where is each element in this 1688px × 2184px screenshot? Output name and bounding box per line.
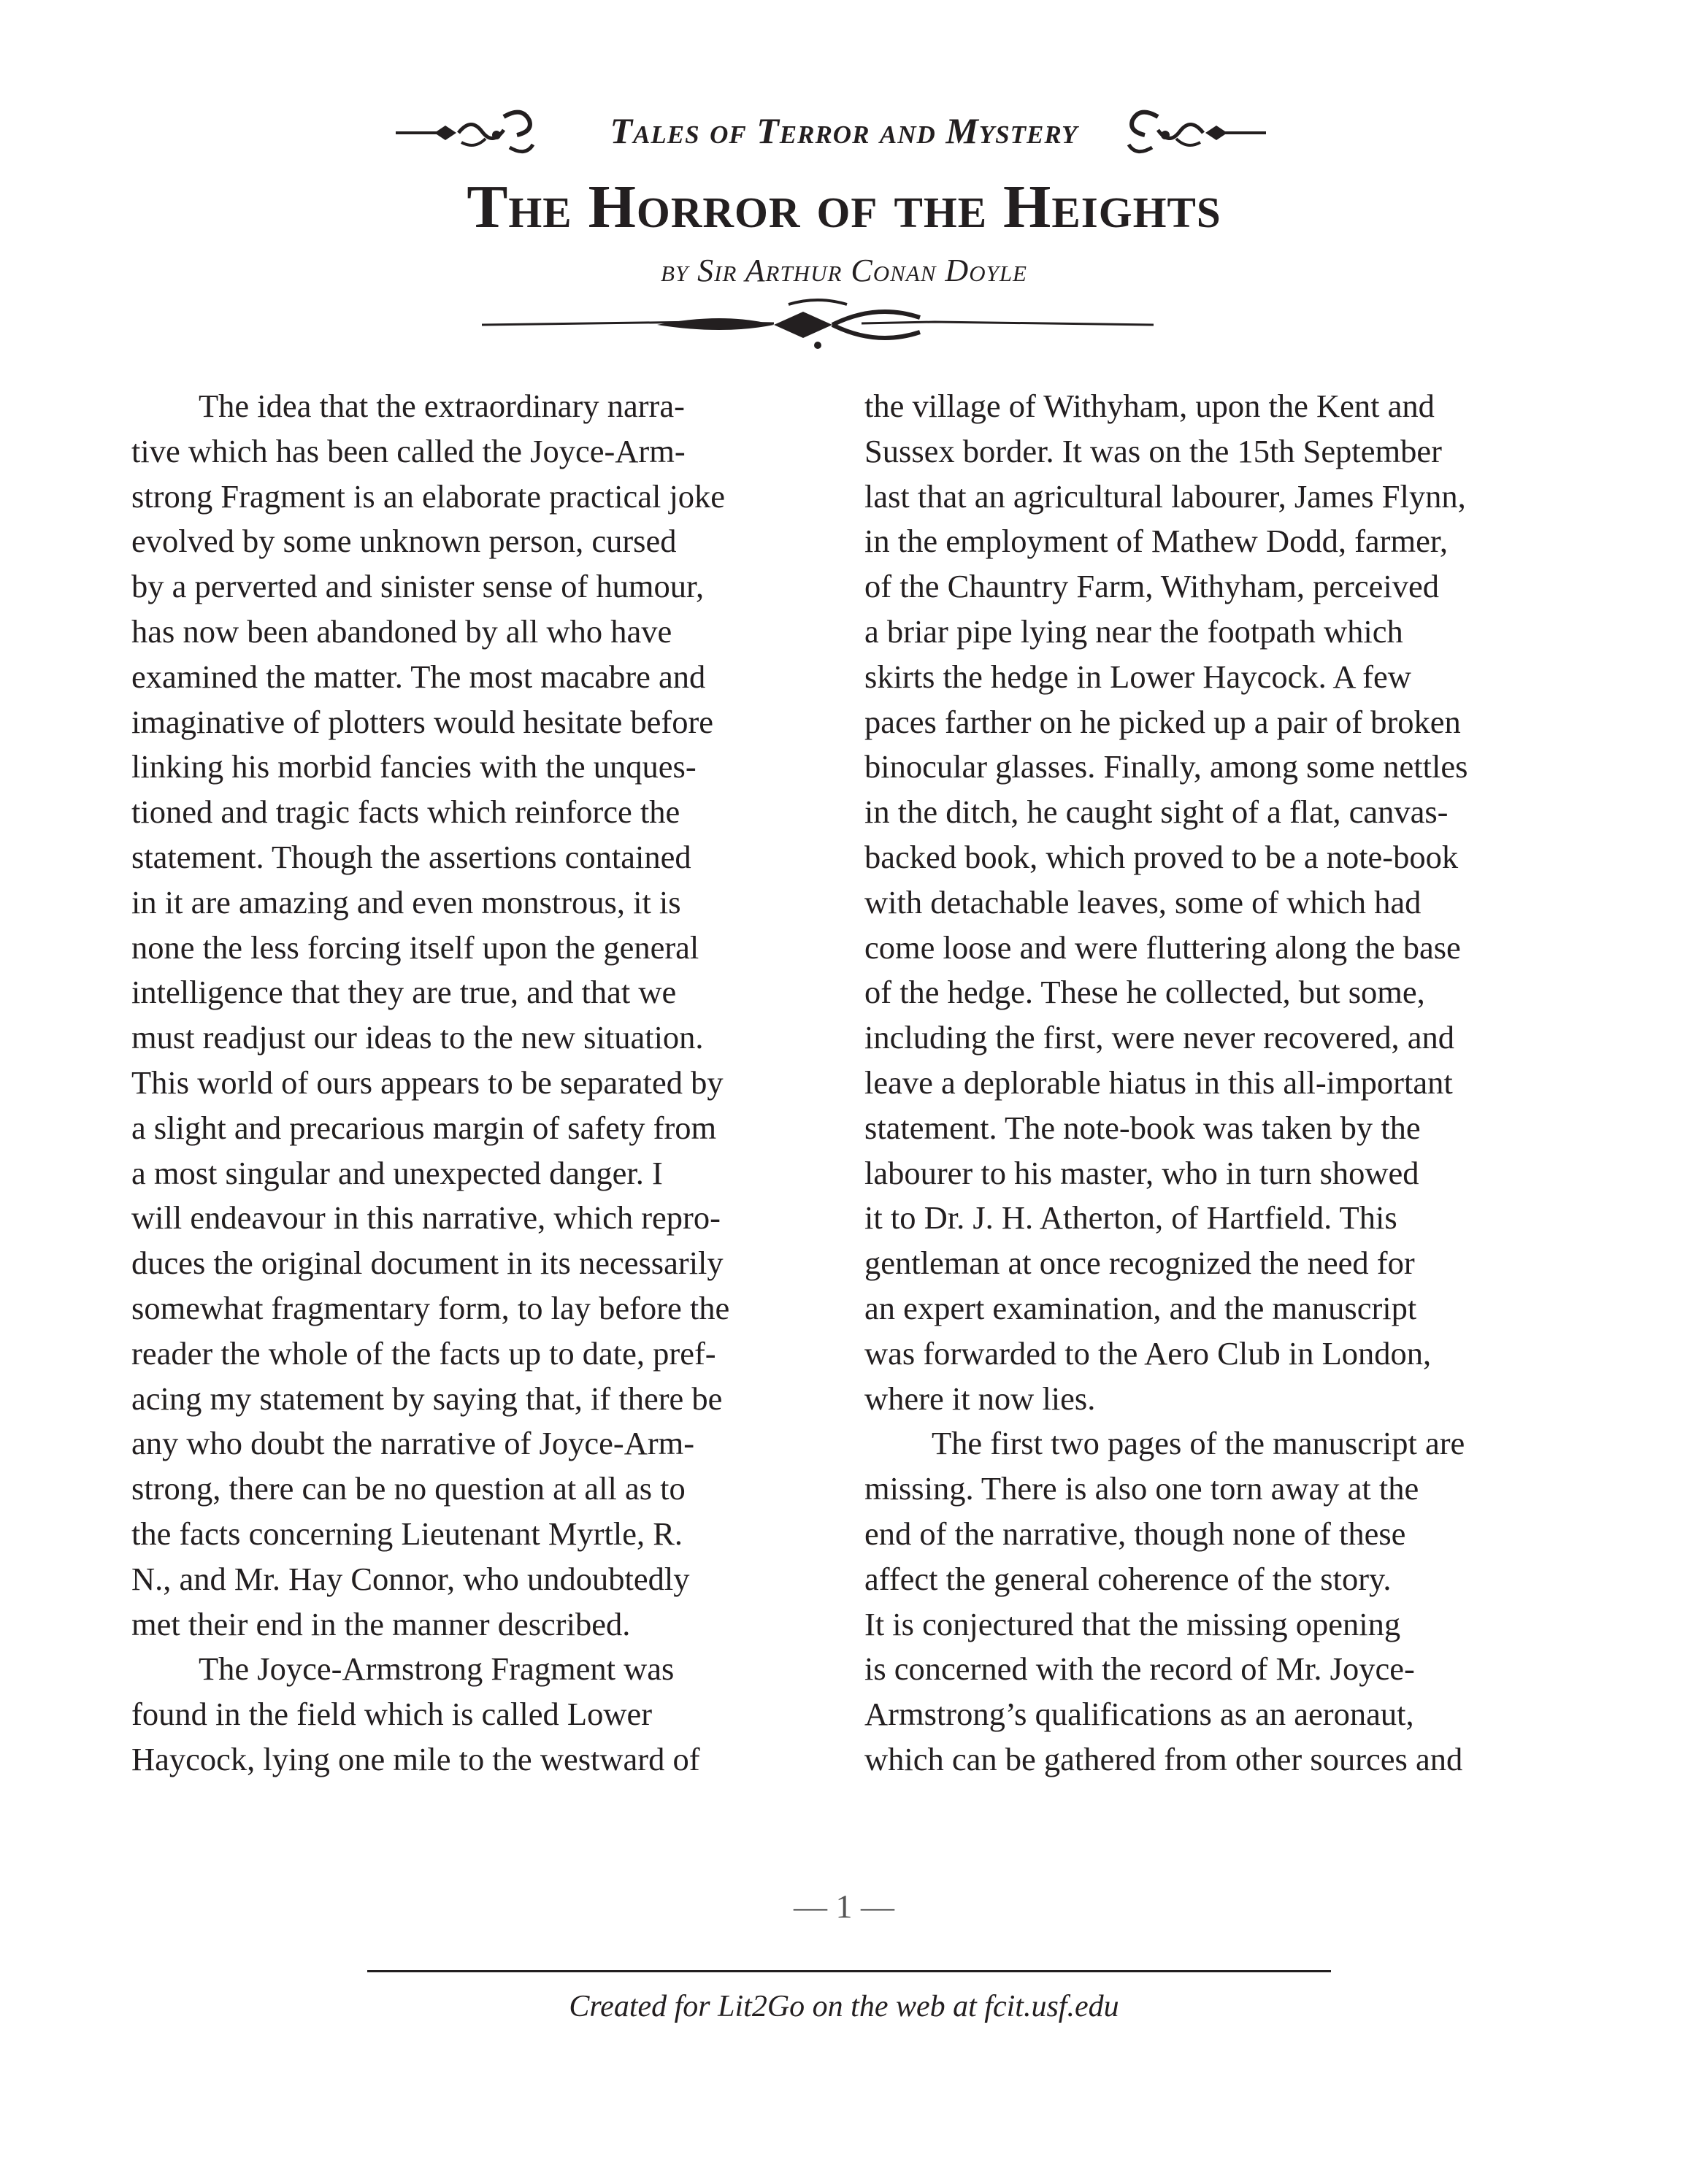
text-line: imaginative of plotters would hesitate before	[131, 703, 714, 740]
text-line: tioned and tragic facts which reinforce the	[131, 793, 680, 831]
footer-credit: Created for Lit2Go on the web at fcit.usf.edu	[569, 1990, 1119, 2023]
text-line: This world of ours appears to be separated by	[131, 1064, 724, 1101]
page-header	[0, 102, 1688, 288]
text-line: end of the narrative, though none of these	[864, 1515, 1406, 1552]
text-line: found in the field which is called Lower	[131, 1696, 653, 1733]
text-line: any who doubt the narrative of Joyce-Arm-	[131, 1425, 695, 1462]
text-line: The idea that the extraordinary narra-	[199, 388, 685, 424]
text-line: binocular glasses. Finally, among some nettles	[864, 748, 1468, 785]
text-line: The first two pages of the manuscript are	[932, 1425, 1465, 1462]
text-line: an expert examination, and the manuscript	[864, 1289, 1417, 1326]
text-line: reader the whole of the facts up to date, pref-	[131, 1334, 716, 1372]
text-line: evolved by some unknown person, cursed	[131, 523, 677, 560]
text-line: acing my statement by saying that, if there be	[131, 1380, 723, 1417]
text-line: it to Dr. J. H. Atherton, of Hartfield. This	[864, 1199, 1397, 1237]
text-line: in it are amazing and even monstrous, it is	[131, 883, 681, 920]
text-line: labourer to his master, who in turn showed	[864, 1154, 1419, 1191]
text-line: statement. The note-book was taken by the	[864, 1109, 1421, 1146]
text-line: the facts concerning Lieutenant Myrtle, R.	[131, 1515, 683, 1552]
text-line: where it now lies.	[864, 1380, 1096, 1417]
text-line: has now been abandoned by all who have	[131, 612, 672, 650]
series-title: Tales of Terror and Mystery	[610, 110, 1078, 151]
text-line: tive which has been called the Joyce-Arm-	[131, 432, 686, 469]
text-line: which can be gathered from other sources and	[864, 1740, 1463, 1777]
text-line: backed book, which proved to be a note-book	[864, 838, 1459, 875]
text-line: the village of Withyham, upon the Kent and	[864, 388, 1435, 424]
text-line: Haycock, lying one mile to the westward of	[131, 1740, 700, 1777]
text-line: with detachable leaves, some of which had	[864, 883, 1422, 920]
right-flourish-ornament-icon	[1121, 102, 1267, 161]
text-line: affect the general coherence of the story.	[864, 1560, 1392, 1597]
text-line: was forwarded to the Aero Club in London,	[864, 1334, 1432, 1372]
text-line: is concerned with the record of Mr. Joyce-	[864, 1650, 1415, 1688]
series-row	[0, 102, 1688, 161]
text-line: gentleman at once recognized the need for	[864, 1245, 1415, 1282]
text-line: examined the matter. The most macabre and	[131, 658, 706, 695]
page-number: — 1 —	[794, 1888, 894, 1925]
footer-divider	[367, 1970, 1331, 1972]
text-line: met their end in the manner described.	[131, 1605, 631, 1642]
text-line: in the ditch, he caught sight of a flat, canvas-	[864, 793, 1449, 831]
text-line: strong Fragment is an elaborate practical joke	[131, 477, 726, 515]
text-line: somewhat fragmentary form, to lay before the	[131, 1289, 730, 1326]
text-line: none the less forcing itself upon the general	[131, 928, 699, 966]
author-byline: by Sir Arthur Conan Doyle	[660, 253, 1027, 288]
text-line: will endeavour in this narrative, which repro-	[131, 1199, 721, 1237]
text-line: statement. Though the assertions contained	[131, 838, 691, 875]
text-line: Sussex border. It was on the 15th September	[864, 432, 1442, 469]
text-line: a briar pipe lying near the footpath which	[864, 612, 1403, 650]
text-line: including the first, were never recovered, and	[864, 1019, 1455, 1056]
text-line: by a perverted and sinister sense of humour,	[131, 568, 705, 605]
text-line: missing. There is also one torn away at the	[864, 1470, 1419, 1507]
text-line: a most singular and unexpected danger. I	[131, 1154, 663, 1191]
text-line: intelligence that they are true, and that we	[131, 974, 677, 1011]
text-line: duces the original document in its necessarily	[131, 1245, 724, 1282]
text-line: Armstrong’s qualifications as an aeronaut,	[864, 1696, 1414, 1733]
text-line: last that an agricultural labourer, James Flynn,	[864, 477, 1466, 515]
text-line: linking his morbid fancies with the unques-	[131, 748, 697, 785]
story-title: The Horror of the Heights	[467, 173, 1221, 241]
text-line: strong, there can be no question at all as to	[131, 1470, 686, 1507]
text-line: of the Chauntry Farm, Withyham, perceived	[864, 568, 1440, 605]
text-line: must readjust our ideas to the new situation.	[131, 1019, 704, 1056]
text-line: skirts the hedge in Lower Haycock. A few	[864, 658, 1411, 695]
text-line: of the hedge. These he collected, but some,	[864, 974, 1425, 1011]
right-text-column	[864, 384, 1551, 1783]
text-line: come loose and were fluttering along the base	[864, 928, 1461, 966]
left-text-column	[131, 384, 810, 1783]
text-line: a slight and precarious margin of safety from	[131, 1109, 717, 1146]
text-line: The Joyce-Armstrong Fragment was	[199, 1650, 675, 1688]
title-divider-ornament-icon	[482, 296, 1154, 354]
text-line: It is conjectured that the missing opening	[864, 1605, 1401, 1642]
text-line: in the employment of Mathew Dodd, farmer,	[864, 523, 1449, 560]
text-line: leave a deplorable hiatus in this all-important	[864, 1064, 1453, 1101]
text-line: paces farther on he picked up a pair of broken	[864, 703, 1461, 740]
text-line: N., and Mr. Hay Connor, who undoubtedly	[131, 1560, 690, 1597]
